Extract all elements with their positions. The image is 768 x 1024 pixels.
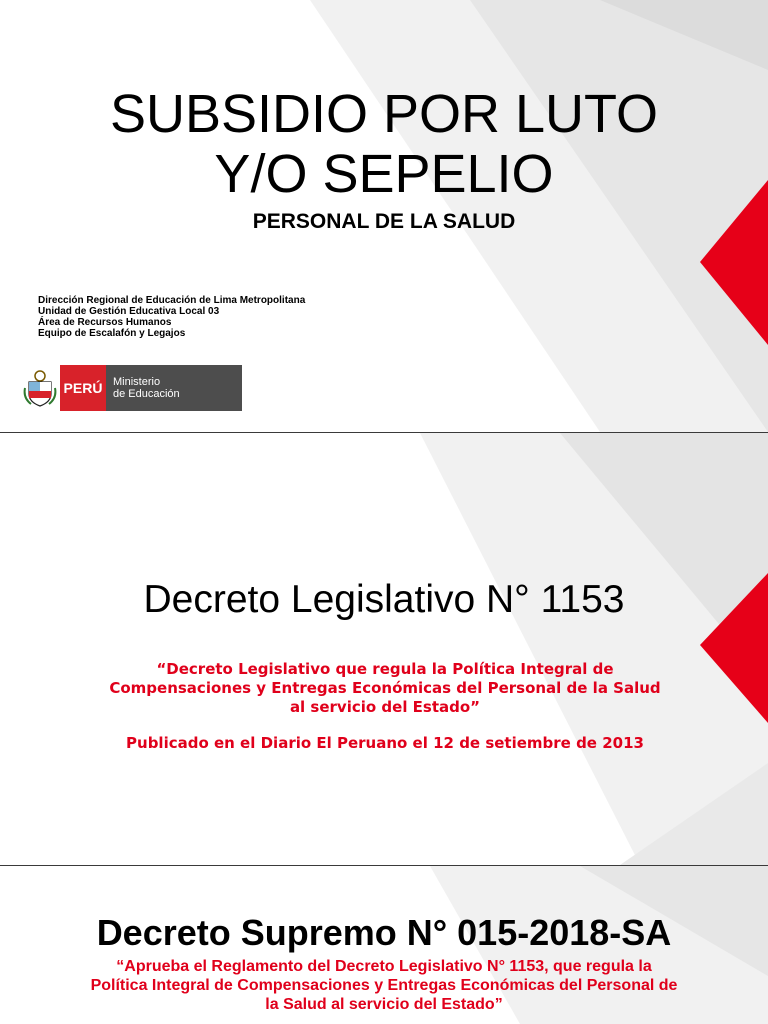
main-title-line1: SUBSIDIO POR LUTO [109, 84, 659, 144]
subtitle: PERSONAL DE LA SALUD [252, 210, 516, 233]
slide-title [0, 0, 768, 432]
org-line: Equipo de Escalafón y Legajos [38, 328, 186, 339]
decree-quote: “Decreto Legislativo que regula la Política Integral de Compensaciones y Entregas Económicas del Personal de la Salud al servicio del Estado” [109, 660, 661, 716]
org-line: Área de Recursos Humanos [38, 317, 172, 328]
org-line: Unidad de Gestión Educativa Local 03 [38, 306, 220, 317]
coat-of-arms-icon [20, 365, 60, 411]
organization-lines [38, 295, 305, 339]
peru-label: PERÚ [60, 365, 106, 411]
ministry-logo [20, 365, 242, 411]
ministry-line2: de Educación [113, 388, 180, 400]
main-title [0, 84, 768, 204]
org-line: Dirección Regional de Educación de Lima Metropolitana [38, 295, 306, 306]
supreme-decree-title: Decreto Supremo N° 015-2018-SA [96, 912, 672, 953]
ministry-name [106, 365, 242, 411]
slide-decreto-supremo [0, 866, 768, 1024]
main-title-line2: Y/O SEPELIO [214, 144, 554, 204]
decree-title: Decreto Legislativo N° 1153 [143, 578, 625, 621]
publication-note: Publicado en el Diario El Peruano el 12 de setiembre de 2013 [126, 734, 644, 752]
supreme-decree-quote: “Aprueba el Reglamento del Decreto Legislativo N° 1153, que regula la Política Integral de Compensaciones y Entregas Económicas del Personal de la Salud al servicio del Estado” [90, 958, 678, 1013]
background-shapes [0, 433, 768, 865]
slide-decreto-legislativo [0, 433, 768, 865]
ministry-line1: Ministerio [113, 376, 161, 388]
